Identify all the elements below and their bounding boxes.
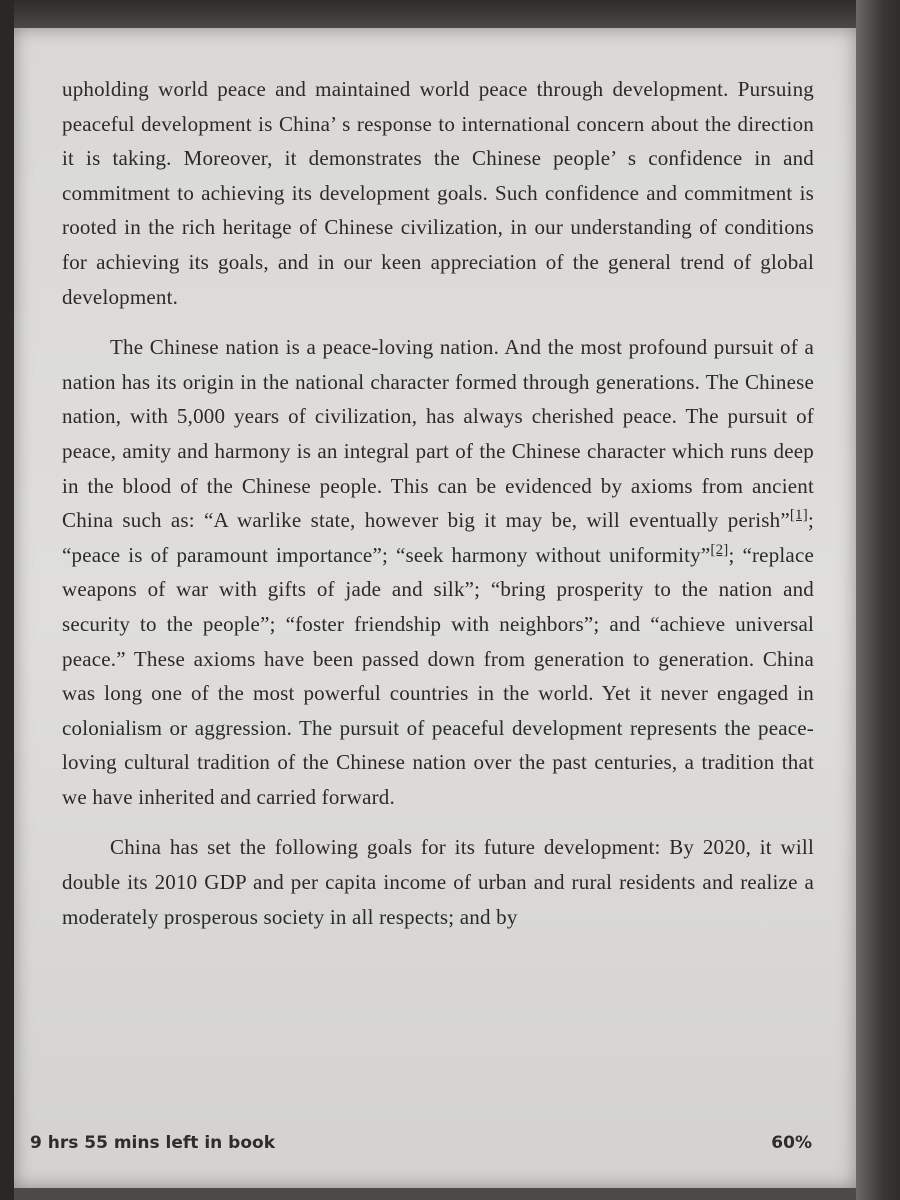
paragraph-1 bbox=[62, 72, 814, 314]
paragraph-3 bbox=[62, 830, 814, 934]
bezel-top-edge bbox=[0, 0, 900, 28]
paragraph-2-text-part-2: ; “peace is of paramount importance”; “seek harmony without uniformity” bbox=[62, 508, 814, 567]
bezel-right-edge bbox=[856, 0, 900, 1200]
paragraph-1-text: upholding world peace and maintained world peace through development. Pursuing peaceful development is China’ s response to international concern about the direction it is taking. Moreover, it demonstrates the Chinese people’ s confidence in and commitment to achieving its development goals. Such confidence and commitment is rooted in the rich heritage of Chinese civilization, in our understanding of conditions for achieving its goals, and in our keen appreciation of the general trend of global development. bbox=[62, 77, 814, 309]
bezel-left-edge bbox=[0, 0, 14, 1200]
paragraph-2-text-part-1: The Chinese nation is a peace-loving nation. And the most profound pursuit of a nation has its origin in the national character formed through generations. The Chinese nation, with 5,000 years of civilization, has always cherished peace. The pursuit of peace, amity and harmony is an integral part of the Chinese character which runs deep in the blood of the Chinese people. This can be evidenced by axioms from ancient China such as: “A warlike state, however big it may be, will eventually perish” bbox=[62, 335, 814, 533]
footnote-link-1[interactable]: [1] bbox=[789, 507, 808, 524]
progress-percent: 60% bbox=[771, 1133, 812, 1153]
paragraph-2 bbox=[62, 330, 814, 814]
book-page-text[interactable] bbox=[62, 72, 814, 934]
paragraph-3-text: China has set the following goals for its future development: By 2020, it will double its 2010 GDP and per capita income of urban and rural residents and realize a moderately prosperous society in all respects; and by bbox=[62, 835, 814, 929]
footnote-link-2[interactable]: [2] bbox=[710, 541, 729, 558]
time-left-in-book[interactable]: 9 hrs 55 mins left in book bbox=[30, 1133, 276, 1153]
reading-progress-footer bbox=[30, 1133, 812, 1163]
ereader-screen[interactable] bbox=[14, 28, 856, 1188]
paragraph-2-text-part-3: ; “replace weapons of war with gifts of jade and silk”; “bring prosperity to the nation and security to the people”; “foster friendship with neighbors”; and “achieve universal peace.” These axioms have been passed down from generation to generation. China was long one of the most powerful countries in the world. Yet it never engaged in colonialism or aggression. The pursuit of peaceful development represents the peace-loving cultural tradition of the Chinese nation over the past centuries, a tradition that we have inherited and carried forward. bbox=[62, 542, 814, 809]
